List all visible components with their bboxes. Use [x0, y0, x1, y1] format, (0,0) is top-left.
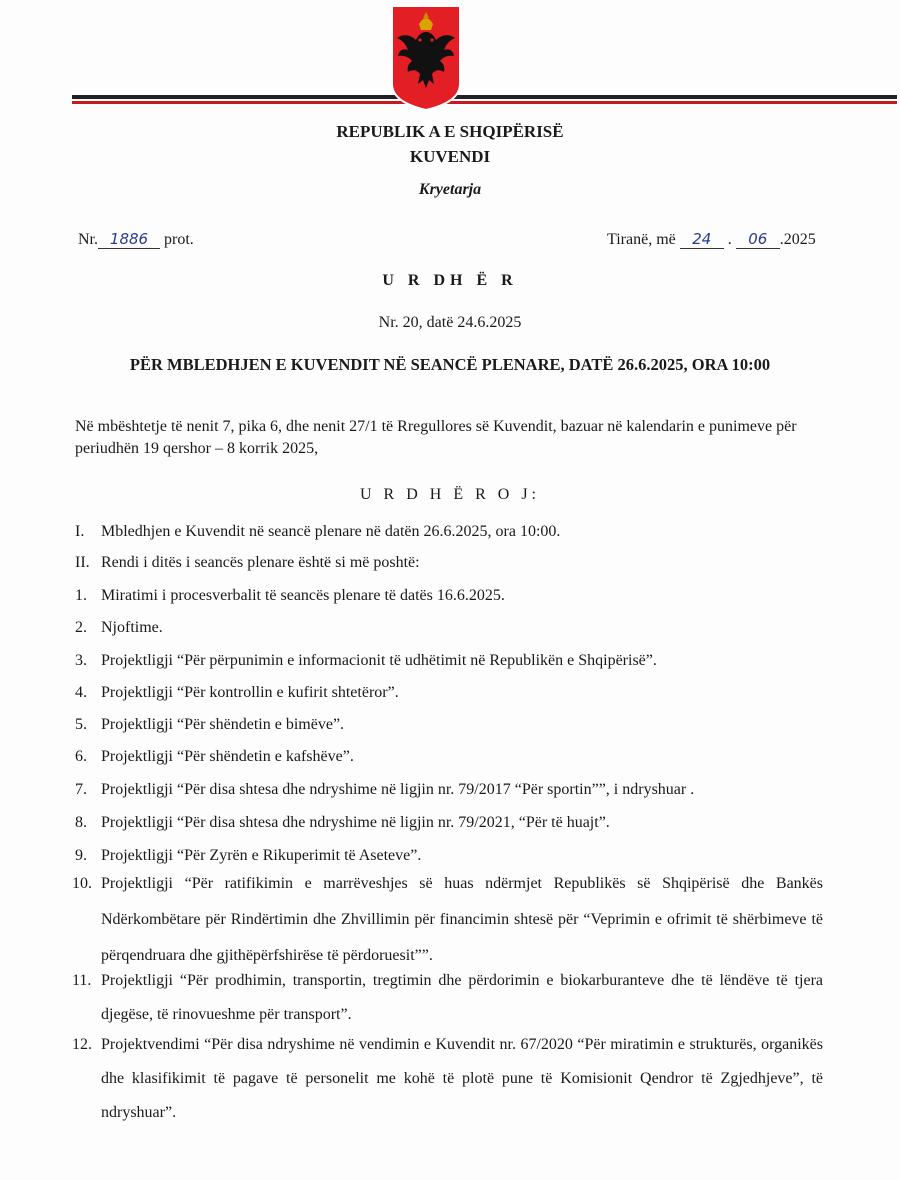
item-number: 2. — [75, 619, 87, 636]
item-number: 4. — [75, 684, 87, 701]
document-type: U R DH Ë R — [382, 272, 518, 289]
item-number: 9. — [75, 847, 87, 864]
protocol-nr-value: 1886 — [98, 230, 160, 249]
item-text: Mbledhjen e Kuvendit në seancë plenare në datën 26.6.2025, ora 10:00. — [101, 523, 561, 540]
item-text: Projektligji “Për kontrollin e kufirit shtetëror”. — [101, 684, 399, 701]
date-day: 24 — [680, 230, 724, 249]
protocol-nr-prefix: Nr. — [78, 231, 98, 248]
header-rule-black — [72, 95, 897, 99]
order-heading: U R D H Ë R O J: — [359, 486, 540, 503]
item-number: 8. — [75, 814, 87, 831]
item-text: Rendi i ditës i seancës plenare është si më poshtë: — [101, 554, 420, 571]
item-number: II. — [75, 554, 90, 571]
albanian-coat-of-arms-icon — [388, 4, 464, 112]
item-number: I. — [75, 523, 85, 540]
item-text: Projektligji “Për përpunimin e informacionit të udhëtimit në Republikën e Shqipërisë”. — [101, 652, 657, 669]
item-text: Miratimi i procesverbalit të seancës plenare të datës 16.6.2025. — [101, 587, 505, 604]
item-number: 12. — [72, 1036, 92, 1053]
item-number: 10. — [72, 875, 92, 892]
item-text: Projektvendimi “Për disa ndryshime në vendimin e Kuvendit nr. 67/2020 “Për miratimin e strukturës, organikës dhe klasifikimit të pagave të personelit me kohë të plotë pune të Komisionit Qendror të Zgjedhjeve”, të ndryshuar”. — [101, 1036, 823, 1121]
item-text: Projektligji “Për Zyrën e Rikuperimit të Aseteve”. — [101, 847, 422, 864]
item-number: 5. — [75, 716, 87, 733]
item-text: Projektligji “Për shëndetin e kafshëve”. — [101, 748, 354, 765]
document-subject: PËR MBLEDHJEN E KUVENDIT NË SEANCË PLENARE, DATË 26.6.2025, ORA 10:00 — [129, 355, 771, 374]
item-number: 1. — [75, 587, 87, 604]
item-text: Projektligji “Për disa shtesa dhe ndryshime në ligjin nr. 79/2021, “Për të huajt”. — [101, 814, 610, 831]
item-number: 3. — [75, 652, 87, 669]
document-number-date: Nr. 20, datë 24.6.2025 — [378, 314, 522, 331]
date-month: 06 — [736, 230, 780, 249]
header-rule-red — [72, 101, 897, 104]
date-year: .2025 — [779, 231, 816, 248]
protocol-number-line — [78, 230, 194, 249]
item-number: 7. — [75, 781, 87, 798]
place-prefix: Tiranë, më — [607, 231, 676, 248]
item-text: Projektligji “Për shëndetin e bimëve”. — [101, 716, 345, 733]
item-text: Njoftime. — [101, 619, 163, 636]
place-date-line: Tiranë, më 24 . 06 .2025 — [607, 230, 816, 248]
item-number: 11. — [72, 972, 92, 989]
intro-paragraph: Në mbështetje të nenit 7, pika 6, dhe nenit 27/1 të Rregullores së Kuvendit, bazuar në kalendarin e punimeve për periudhën 19 qershor – 8 korrik 2025, — [75, 418, 797, 457]
republic-name: REPUBLIK A E SHQIPËRISË — [336, 122, 564, 141]
item-text: Projektligji “Për ratifikimin e marrëveshjes së huas ndërmjet Republikës së Shqipërisë dhe Bankës Ndërkombëtare për Rindërtimin dhe Zhvillimin për financimin shtesë për “Veprimin e ofrimit të shërbimeve të përqendruara dhe gjithëpërfshirëse të përdoruesit””. — [101, 875, 823, 964]
protocol-nr-suffix: prot. — [164, 231, 194, 248]
office-name: Kryetarja — [418, 181, 482, 198]
institution-name: KUVENDI — [409, 147, 491, 166]
item-text: Projektligji “Për prodhimin, transportin, tregtimin dhe përdorimin e biokarburanteve dhe të lëndëve të tjera djegëse, të rinovueshme për transport”. — [101, 972, 823, 1023]
item-text: Projektligji “Për disa shtesa dhe ndryshime në ligjin nr. 79/2017 “Për sportin””, i ndryshuar . — [101, 781, 695, 798]
item-number: 6. — [75, 748, 87, 765]
